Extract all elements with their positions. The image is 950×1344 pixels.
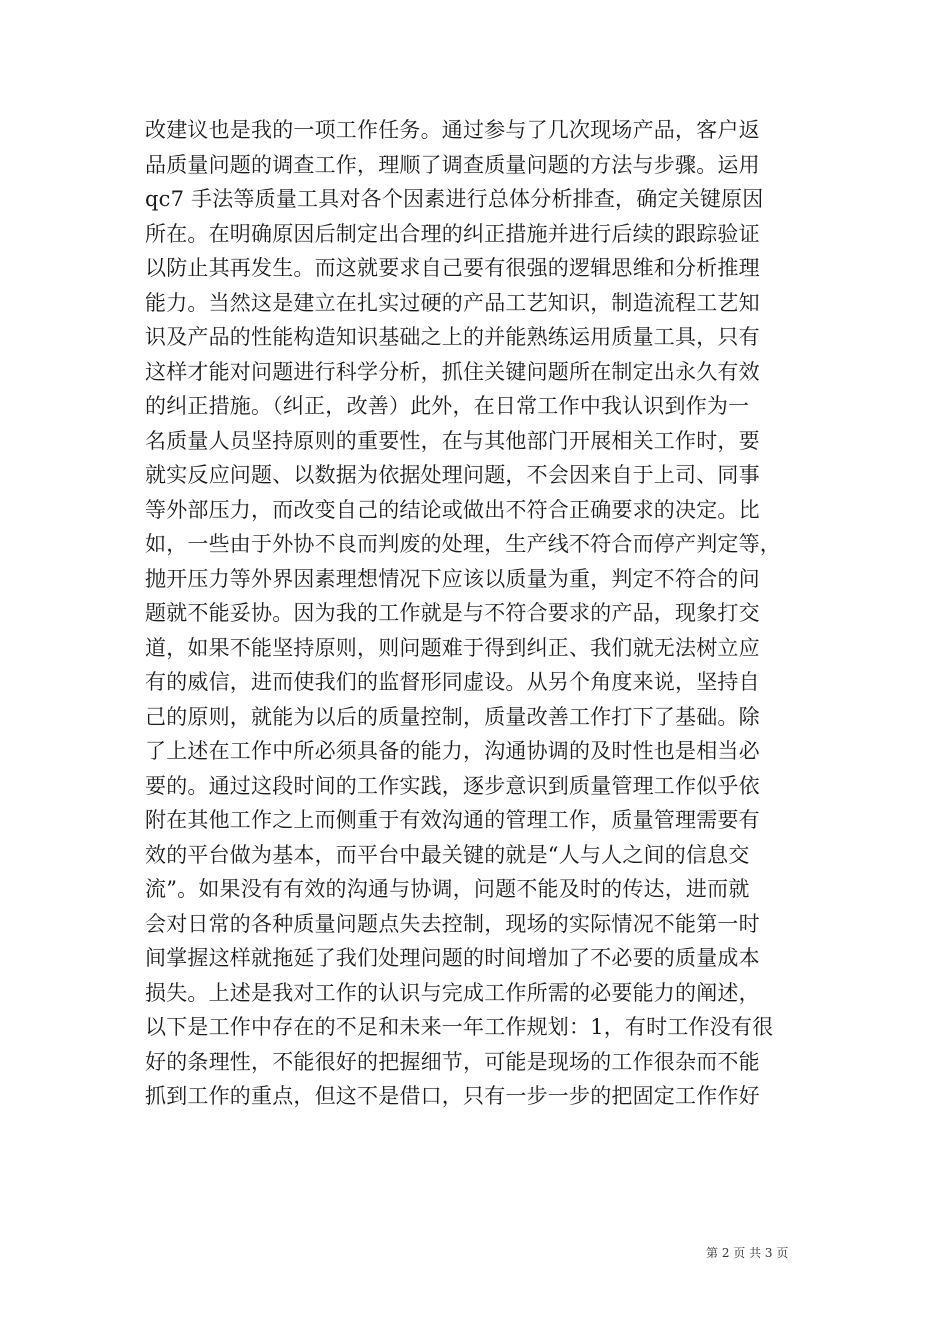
text-line: 品质量问题的调查工作，理顺了调查质量问题的方法与步骤。运用 (145, 152, 760, 177)
text-line: 抛开压力等外界因素理想情况下应该以质量为重，判定不符合的问 (145, 566, 760, 591)
text-line: 间掌握这样就拖延了我们处理问题的时间增加了不必要的质量成本 (145, 946, 760, 970)
text-line: 有的威信，进而使我们的监督形同虚设。从另个角度来说，坚持自 (145, 670, 760, 694)
text-line: 效的平台做为基本，而平台中最关键的就是“人与人之间的信息交 (145, 842, 750, 867)
text-line: 己的原则，就能为以后的质量控制，质量改善工作打下了基础。除 (145, 704, 760, 729)
text-line: 等外部压力，而改变自己的结论或做出不符合正确要求的决定。比 (145, 497, 760, 522)
text-line: 识及产品的性能构造知识基础之上的并能熟练运用质量工具，只有 (145, 325, 760, 349)
text-line: 流”。如果没有有效的沟通与协调，问题不能及时的传达，进而就 (145, 877, 750, 901)
text-line: 这样才能对问题进行科学分析，抓住关键问题所在制定出永久有效 (145, 359, 760, 384)
text-line: 道，如果不能坚持原则，则问题难于得到纠正、我们就无法树立应 (145, 635, 760, 660)
text-line: 能力。当然这是建立在扎实过硬的产品工艺知识，制造流程工艺知 (145, 290, 760, 315)
text-line: 以下是工作中存在的不足和未来一年工作规划：1，有时工作没有很 (145, 1015, 774, 1039)
text-line: 名质量人员坚持原则的重要性，在与其他部门开展相关工作时，要 (145, 428, 760, 453)
text-line: 改建议也是我的一项工作任务。通过参与了几次现场产品，客户返 (145, 118, 760, 142)
text-line: 题就不能妥协。因为我的工作就是与不符合要求的产品，现象打交 (145, 601, 760, 625)
text-line: 的纠正措施。（纠正，改善）此外，在日常工作中我认识到作为一 (145, 394, 750, 418)
text-line: 附在其他工作之上而侧重于有效沟通的管理工作，质量管理需要有 (145, 808, 760, 832)
page-number: 第 2 页 共 3 页 (706, 1246, 789, 1260)
text-line: 损失。上述是我对工作的认识与完成工作所需的必要能力的阐述， (145, 980, 760, 1005)
text-line: 所在。在明确原因后制定出合理的纠正措施并进行后续的跟踪验证 (145, 221, 760, 246)
text-line: 会对日常的各种质量问题点失去控制，现场的实际情况不能第一时 (145, 911, 760, 936)
text-line: 抓到工作的重点，但这不是借口，只有一步一步的把固定工作作好 (145, 1084, 760, 1108)
text-line: 以防止其再发生。而这就要求自己要有很强的逻辑思维和分析推理 (145, 256, 760, 280)
text-line: 如，一些由于外协不良而判废的处理，生产线不符合而停产判定等， (145, 532, 781, 556)
text-line: 就实反应问题、以数据为依据处理问题，不会因来自于上司、同事 (145, 463, 760, 487)
text-line: 要的。通过这段时间的工作实践，逐步意识到质量管理工作似乎依 (145, 773, 760, 798)
text-line: qc7 手法等质量工具对各个因素进行总体分析排查，确定关键原因 (145, 187, 764, 211)
body-text (145, 113, 815, 1114)
text-line: 了上述在工作中所必须具备的能力，沟通协调的及时性也是相当必 (145, 739, 760, 763)
text-line: 好的条理性，不能很好的把握细节，可能是现场的工作很杂而不能 (145, 1049, 760, 1074)
